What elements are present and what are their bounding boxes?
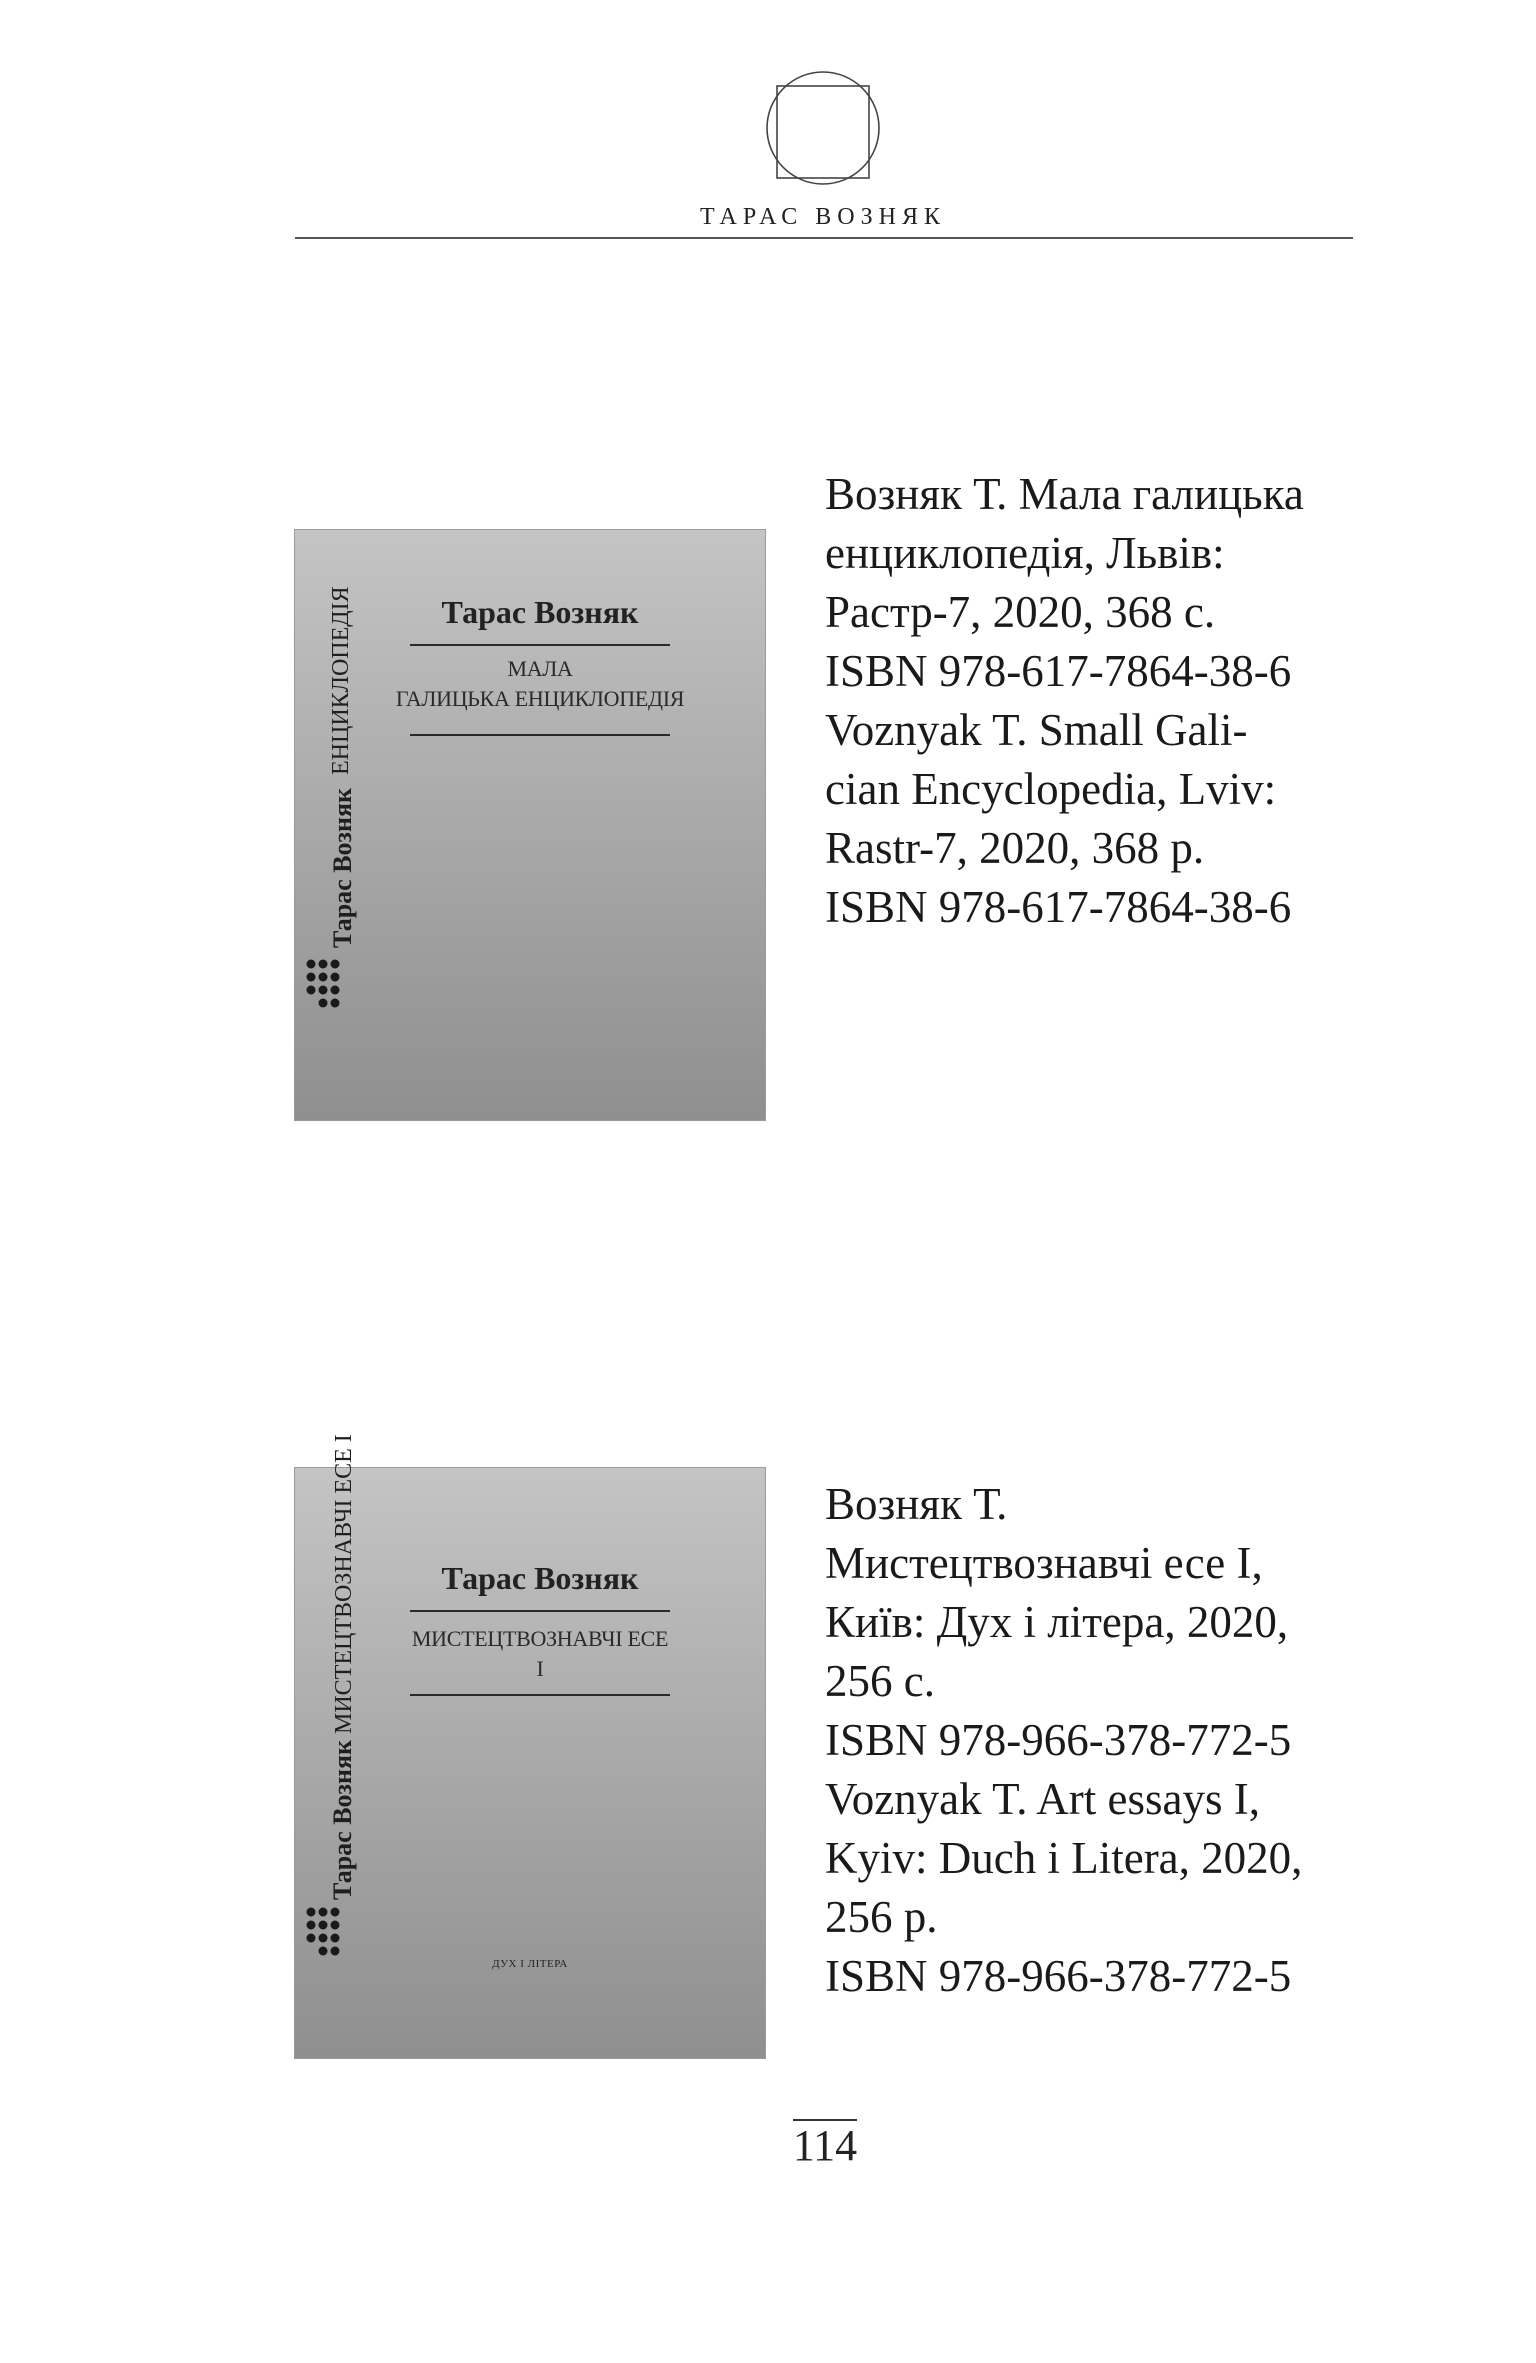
cover-publisher: ДУХ І ЛІТЕРА [492,1958,568,1970]
spine-author-and-title: Тарас Возняк МИСТЕЦТВОЗНАВЧІ ЕСЕ І [328,1434,357,1900]
description-line: ISBN 978-617-7864-38-6 [825,882,1292,932]
cover-rule-bottom [410,1694,670,1696]
description-line: енциклопедія, Львів: [825,528,1225,578]
book-description-art-essays [825,1475,1385,2006]
description-line: Kyiv: Duch i Litera, 2020, [825,1833,1303,1883]
book-cover-encyclopedia [295,530,765,1120]
page-number: 114 [792,2121,858,2170]
cover-rule-top [410,1610,670,1612]
description-line: Voznyak T. Small Gali- [825,705,1248,755]
description-line: ISBN 978-966-378-772-5 [825,1715,1292,1765]
description-line: Київ: Дух і літера, 2020, [825,1597,1289,1647]
description-line: ISBN 978-617-7864-38-6 [825,646,1292,696]
description-line: 256 с. [825,1656,935,1706]
cover-title-line: МИСТЕЦТВОЗНАВЧІ ЕСЕ [411,1626,669,1651]
cover-title-line: МАЛА [507,656,573,681]
cover-author: Тарас Возняк [441,1560,639,1596]
description-line: Растр-7, 2020, 368 с. [825,587,1216,637]
running-header-title: ТАРАС ВОЗНЯК [700,204,946,230]
book-cover-art-essays [295,1434,765,2058]
spine-title: ЕНЦИКЛОПЕДІЯ [328,586,354,775]
description-line: ISBN 978-966-378-772-5 [825,1951,1292,2001]
circle-square-logo-icon [765,70,881,186]
header-divider [295,237,1353,239]
book-description-encyclopedia [825,465,1385,937]
publisher-dots-icon [305,1906,345,1958]
cover-rule-top [410,644,670,646]
spine-author: Тарас Возняк [328,787,357,948]
description-line: cian Encyclopedia, Lviv: [825,764,1277,814]
cover-author: Тарас Возняк [441,594,639,630]
cover-rule-bottom [410,734,670,736]
description-line: Rastr-7, 2020, 368 p. [825,823,1205,873]
description-line: Возняк Т. [825,1479,1008,1529]
cover-title [375,1624,705,1684]
description-line: Мистецтвознавчі есе І, [825,1538,1263,1588]
cover-title-line: І [536,1656,544,1681]
publisher-dots-icon [305,958,345,1010]
description-line: Возняк Т. Мала галицька [825,469,1304,519]
description-line: Voznyak T. Art essays I, [825,1774,1260,1824]
cover-title [375,654,705,714]
description-line: 256 p. [825,1892,938,1942]
cover-title-line: ГАЛИЦЬКА ЕНЦИКЛОПЕДІЯ [395,686,685,711]
